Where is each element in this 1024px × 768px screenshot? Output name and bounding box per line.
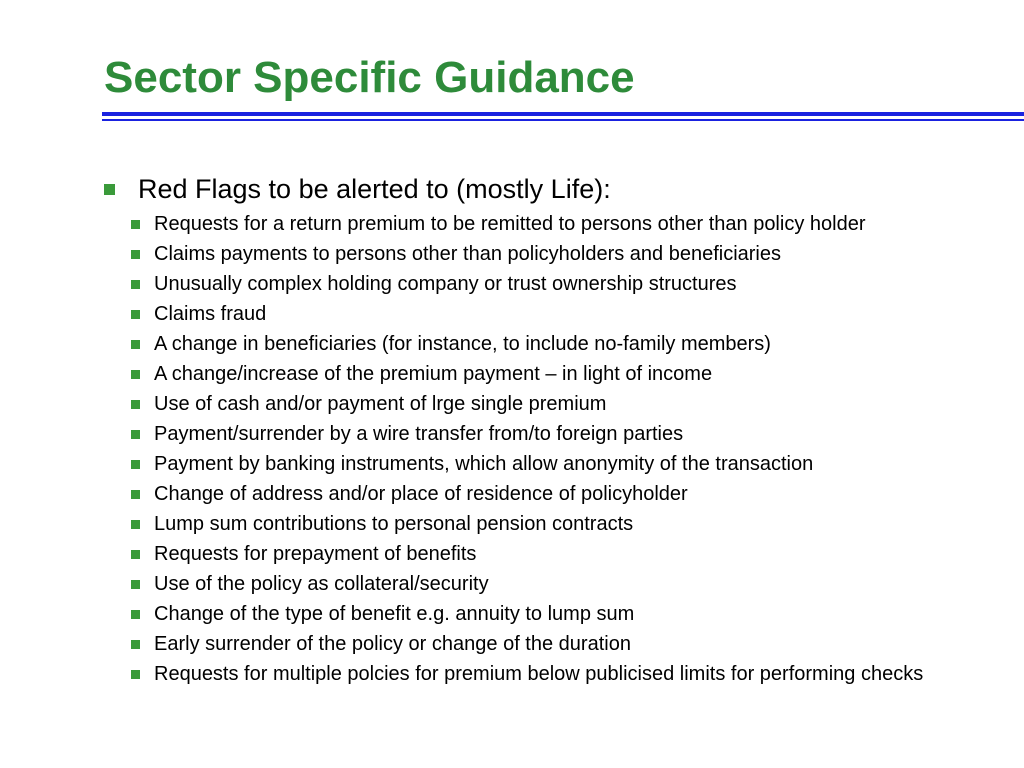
sub-bullet-text: Payment/surrender by a wire transfer from/to foreign parties (154, 423, 684, 445)
square-bullet-icon (131, 580, 140, 589)
sub-bullet-item (130, 452, 1010, 476)
sub-bullet-item (130, 242, 1010, 266)
sub-bullet-item (130, 332, 1010, 356)
sub-bullet-item (130, 512, 1010, 536)
sub-bullet-list (130, 212, 1010, 692)
sub-bullet-item (130, 482, 1010, 506)
sub-bullet-text: Use of the policy as collateral/security (154, 573, 489, 595)
square-bullet-icon (131, 520, 140, 529)
sub-bullet-text: Unusually complex holding company or trust ownership structures (154, 273, 737, 295)
square-bullet-icon (131, 400, 140, 409)
square-bullet-icon (131, 370, 140, 379)
sub-bullet-item (130, 602, 1010, 626)
sub-bullet-item (130, 662, 1010, 686)
sub-bullet-item (130, 362, 1010, 386)
sub-bullet-item (130, 302, 1010, 326)
square-bullet-icon (131, 640, 140, 649)
main-bullet-text: Red Flags to be alerted to (mostly Life): (138, 174, 611, 204)
square-bullet-icon (131, 670, 140, 679)
sub-bullet-text: Lump sum contributions to personal pension contracts (154, 513, 634, 535)
square-bullet-icon (131, 250, 140, 259)
sub-bullet-item (130, 572, 1010, 596)
sub-bullet-text: Payment by banking instruments, which allow anonymity of the transaction (154, 453, 814, 475)
sub-bullet-text: Requests for multiple polcies for premium below publicised limits for performing checks (154, 663, 924, 685)
sub-bullet-text: Claims payments to persons other than policyholders and beneficiaries (154, 243, 782, 265)
title-divider (102, 112, 1024, 116)
sub-bullet-text: A change in beneficiaries (for instance, to include no-family members) (154, 333, 771, 355)
square-bullet-icon (131, 490, 140, 499)
square-bullet-icon (104, 184, 115, 195)
sub-bullet-text: Requests for prepayment of benefits (154, 543, 477, 565)
sub-bullet-text: Change of the type of benefit e.g. annuity to lump sum (154, 603, 635, 625)
square-bullet-icon (131, 460, 140, 469)
sub-bullet-text: Early surrender of the policy or change of the duration (154, 633, 631, 655)
square-bullet-icon (131, 550, 140, 559)
sub-bullet-text: A change/increase of the premium payment – in light of income (154, 363, 713, 385)
title-divider-thin (102, 119, 1024, 121)
sub-bullet-item (130, 272, 1010, 296)
sub-bullet-item (130, 422, 1010, 446)
sub-bullet-item (130, 392, 1010, 416)
sub-bullet-item (130, 212, 1010, 236)
square-bullet-icon (131, 220, 140, 229)
sub-bullet-text: Use of cash and/or payment of lrge single premium (154, 393, 607, 415)
square-bullet-icon (131, 280, 140, 289)
square-bullet-icon (131, 430, 140, 439)
sub-bullet-item (130, 542, 1010, 566)
sub-bullet-text: Change of address and/or place of residence of policyholder (154, 483, 688, 505)
square-bullet-icon (131, 340, 140, 349)
square-bullet-icon (131, 610, 140, 619)
main-bullet (104, 172, 611, 206)
sub-bullet-text: Requests for a return premium to be remitted to persons other than policy holder (154, 213, 866, 235)
square-bullet-icon (131, 310, 140, 319)
slide-title: Sector Specific Guidance (104, 53, 635, 102)
sub-bullet-item (130, 632, 1010, 656)
sub-bullet-text: Claims fraud (154, 303, 267, 325)
